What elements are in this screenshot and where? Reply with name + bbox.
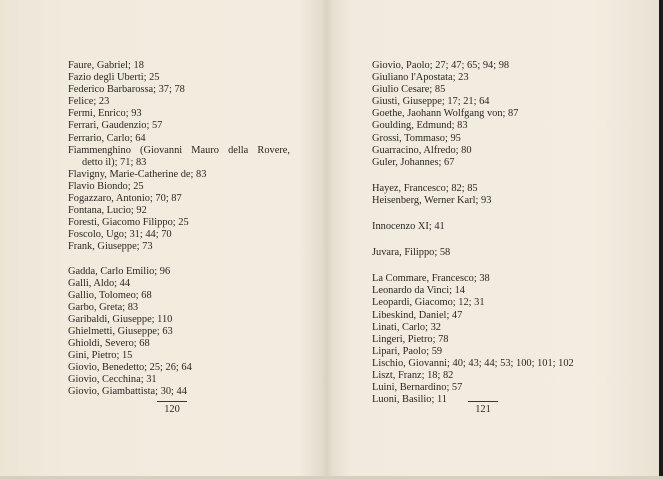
footer-rule-left <box>157 401 187 402</box>
index-entry: Juvara, Filippo; 58 <box>372 247 451 259</box>
index-entry: Guarracino, Alfredo; 80 <box>372 144 472 156</box>
index-entry: Innocenzo XI; 41 <box>372 221 445 233</box>
index-entry: Luini, Bernardino; 57 <box>372 382 463 394</box>
index-entry: Ferrari, Gaudenzio; 57 <box>68 120 163 132</box>
index-entry: Gallio, Tolomeo; 68 <box>68 289 152 301</box>
index-entry: Gadda, Carlo Emilio; 96 <box>68 265 171 277</box>
index-entry: Leopardi, Giacomo; 12; 31 <box>372 297 485 309</box>
left-page-index <box>68 60 290 399</box>
index-entry: Fontana, Lucio; 92 <box>68 205 147 217</box>
index-entry: Giusti, Giuseppe; 17; 21; 64 <box>372 96 490 108</box>
index-group-g <box>68 266 290 399</box>
index-entry: Ghielmetti, Giuseppe; 63 <box>68 325 173 337</box>
index-entry: Guler, Johannes; 67 <box>372 156 455 168</box>
index-entry: Garibaldi, Giuseppe; 110 <box>68 313 173 325</box>
index-entry: Galli, Aldo; 44 <box>68 277 131 289</box>
group-spacer <box>68 254 290 266</box>
index-entry: Foscolo, Ugo; 31; 44; 70 <box>68 229 172 241</box>
index-entry: Giulio Cesare; 85 <box>372 84 446 96</box>
index-entry: Liszt, Franz; 18; 82 <box>372 369 454 381</box>
index-entry: Lingeri, Pietro; 78 <box>372 333 449 345</box>
index-entry: Gini, Pietro; 15 <box>68 350 133 362</box>
index-entry: Flavigny, Marie-Catherine de; 83 <box>68 168 207 180</box>
index-entry: Linati, Carlo; 32 <box>372 321 441 333</box>
index-entry: Lipari, Paolo; 59 <box>372 345 443 357</box>
index-group-j <box>372 247 612 259</box>
index-entry-continuation: detto il); 71; 83 <box>82 156 147 168</box>
index-entry: Ghioldi, Severo; 68 <box>68 338 150 350</box>
index-entry: Giovio, Giambattista; 30; 44 <box>68 386 187 398</box>
index-entry: Goulding, Edmund; 83 <box>372 120 468 132</box>
index-entry: Federico Barbarossa; 37; 78 <box>68 84 185 96</box>
group-spacer <box>372 259 612 273</box>
index-entry: Giovio, Paolo; 27; 47; 65; 94; 98 <box>372 60 510 71</box>
page-number-right: 121 <box>475 404 491 415</box>
index-entry: Foresti, Giacomo Filippo; 25 <box>68 217 189 229</box>
index-entry: Giuliano l'Apostata; 23 <box>372 72 469 84</box>
group-spacer <box>372 233 612 247</box>
index-entry: La Commare, Francesco; 38 <box>372 273 490 285</box>
index-entry: Felice; 23 <box>68 96 110 108</box>
index-entry: Fazio degli Uberti; 25 <box>68 72 160 84</box>
index-group-g-cont <box>372 60 612 169</box>
index-group-l <box>372 273 612 406</box>
index-entry: Lischio, Giovanni; 40; 43; 44; 53; 100; 101; 102 <box>372 357 574 369</box>
index-entry: Heisenberg, Werner Karl; 93 <box>372 194 492 206</box>
index-entry: Goethe, Jaohann Wolfgang von; 87 <box>372 108 519 120</box>
index-entry: Giovio, Cecchina; 31 <box>68 374 157 386</box>
index-entry: Hayez, Francesco; 82; 85 <box>372 182 478 194</box>
index-entry: Flavio Biondo; 25 <box>68 180 144 192</box>
index-entry: Fermi, Enrico; 93 <box>68 108 142 120</box>
index-entry: Fogazzaro, Antonio; 70; 87 <box>68 193 182 205</box>
index-entry: Leonardo da Vinci; 14 <box>372 285 465 297</box>
page-edge-shadow <box>659 0 663 479</box>
index-group-f <box>68 60 290 254</box>
index-entry: Fiammenghino (Giovanni Mauro della Rovere, <box>68 144 290 156</box>
index-group-h <box>372 183 612 207</box>
group-spacer <box>372 169 612 183</box>
index-entry: Giovio, Benedetto; 25; 26; 64 <box>68 362 192 374</box>
group-spacer <box>372 207 612 221</box>
footer-rule-right <box>468 401 498 402</box>
index-entry: Libeskind, Daniel; 47 <box>372 309 463 321</box>
right-page-index <box>372 60 612 406</box>
index-entry: Garbo, Greta; 83 <box>68 301 139 313</box>
index-group-i <box>372 221 612 233</box>
page-number-left: 120 <box>164 404 180 415</box>
index-entry: Luoni, Basilio; 11 <box>372 394 447 406</box>
index-entry: Faure, Gabriel; 18 <box>68 60 144 71</box>
index-entry: Ferrario, Carlo; 64 <box>68 132 146 144</box>
index-entry: Frank, Giuseppe; 73 <box>68 241 153 253</box>
index-entry: Grossi, Tommaso; 95 <box>372 132 461 144</box>
